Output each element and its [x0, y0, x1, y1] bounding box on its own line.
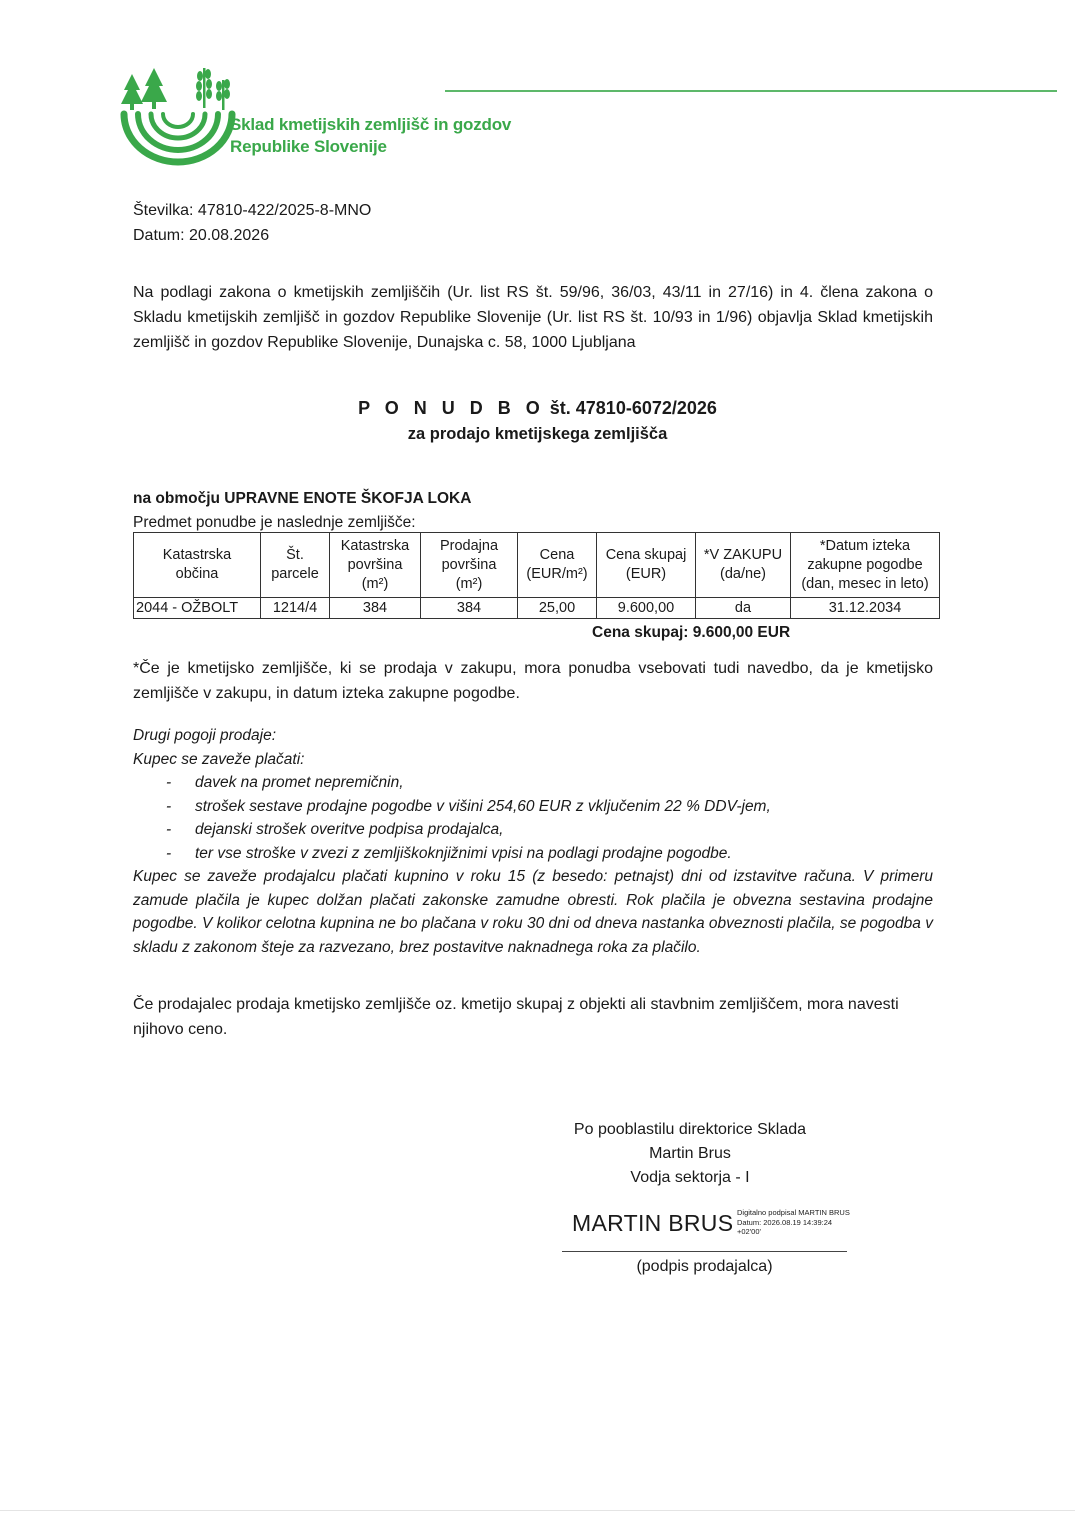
header-line: Katastrska [162, 547, 232, 563]
seller-note: Če prodajalec prodaja kmetijsko zemljišče oz. kmetijo skupaj z objekti ali stavbnim zemljiščem, mora navesti njihovo ceno. [133, 996, 899, 1038]
cell-parcel-number: 1214/4 [261, 598, 330, 619]
header-line: Št. [286, 547, 304, 563]
header-line: površina [347, 556, 403, 573]
cell-cadastral-municipality: 2044 - OŽBOLT [134, 598, 261, 619]
offer-subtitle: za prodajo kmetijskega zemljišča [407, 425, 668, 443]
conditions-intro: Kupec se zaveže plačati: [133, 750, 305, 768]
header-cadastral-area [330, 533, 421, 598]
header-line: (EUR/m²) [526, 566, 588, 582]
organization-name-line1: Sklad kmetijskih zemljišč in gozdov [230, 115, 512, 134]
payment-terms: Kupec se zaveže prodajalcu plačati kupnino v roku 15 (z besedo: petnajst) dni od izstavitve računa. V primeru zamude plačila je kupec dolžan plačati zakonske zamudne obresti. Rok plačila je obvezna sestavina prodajne pogodbe. V kolikor celotna kupnina ne bo plačana v roku 30 dni od dneva nastanka obveznosti plačila, se pogodba v skladu z zakonom šteje za razvezano, brez postavitve naknadnega roka za plačilo. [133, 868, 933, 956]
header-line: (da/ne) [720, 566, 766, 582]
digital-signature-name: MARTIN BRUS [572, 1210, 734, 1236]
header-line: *Datum izteka [819, 537, 911, 554]
header-lease-expiry [791, 533, 940, 598]
header-line: Prodajna [439, 537, 499, 554]
list-item: - ter vse stroške v zvezi z zemljiškoknjižnimi vpisi na podlagi prodajne pogodbe. [166, 844, 732, 862]
header-cadastral-municipality [134, 533, 261, 598]
header-line: (m²) [455, 575, 483, 592]
list-item-text: davek na promet nepremičnin, [195, 774, 404, 791]
document-date: Datum: 20.08.2026 [133, 227, 270, 244]
list-item: - davek na promet nepremičnin, [166, 774, 404, 791]
header-line: Cena skupaj [605, 547, 687, 563]
list-item: - strošek sestave prodajne pogodbe v višini 254,60 EUR z vključenim 22 % DDV-jem, [166, 797, 771, 815]
header-line: *V ZAKUPU [703, 547, 783, 563]
cell-unit-price: 25,00 [518, 598, 597, 619]
header-line: parcele [271, 566, 319, 582]
list-item-text: strošek sestave prodajne pogodbe v višini 254,60 EUR z vključenim 22 % DDV-jem, [195, 797, 771, 815]
header-line: (dan, mesec in leto) [801, 575, 929, 592]
document-meta [133, 198, 371, 248]
header-line: Katastrska [340, 537, 410, 554]
parcel-table [133, 532, 940, 619]
digital-signature-details [737, 1208, 850, 1237]
header-total-price [597, 533, 696, 598]
offer-subject: Predmet ponudbe je naslednje zemljišče: [133, 514, 416, 531]
list-item-text: dejanski strošek overitve podpisa prodajalca, [195, 821, 504, 838]
table-header-row [134, 533, 940, 598]
header-leased [696, 533, 791, 598]
signature-line [562, 1251, 847, 1252]
cell-cadastral-area: 384 [330, 598, 421, 619]
organization-name-line2: Republike Slovenije [230, 137, 387, 156]
header-sale-area [421, 533, 518, 598]
sale-conditions [133, 724, 933, 959]
digital-signature-signer: Digitalno podpisal MARTIN BRUS [737, 1208, 850, 1217]
header-line: površina [441, 556, 497, 573]
conditions-heading: Drugi pogoji prodaje: [133, 727, 277, 744]
administrative-area: na območju UPRAVNE ENOTE ŠKOFJA LOKA [133, 490, 472, 507]
cell-lease-expiry: 31.12.2034 [791, 598, 940, 619]
signature-caption: (podpis prodajalca) [636, 1258, 773, 1275]
signatory-authority: Po pooblastilu direktorice Sklada [573, 1121, 807, 1138]
signatory-title: Vodja sektorja - I [630, 1169, 750, 1186]
offer-title-spaced: P O N U D B O [358, 398, 545, 418]
list-item-text: ter vse stroške v zvezi z zemljiškoknjižnimi vpisi na podlagi prodajne pogodbe. [195, 844, 732, 862]
cell-leased: da [696, 598, 791, 619]
header-line: (EUR) [625, 566, 667, 582]
header-line: Cena [539, 547, 575, 563]
header-line: zakupne pogodbe [807, 556, 923, 573]
signatory-block [560, 1118, 820, 1190]
cell-sale-area: 384 [421, 598, 518, 619]
header-parcel-number [261, 533, 330, 598]
digital-signature-offset: +02'00' [737, 1227, 761, 1236]
offer-title [0, 398, 1075, 419]
signatory-name: Martin Brus [649, 1145, 731, 1162]
header-unit-price [518, 533, 597, 598]
document-number: Številka: 47810-422/2025-8-MNO [133, 202, 372, 219]
cell-total-price: 9.600,00 [597, 598, 696, 619]
page-bottom-edge [0, 1510, 1075, 1511]
organization-logo [118, 62, 238, 172]
header-divider [445, 90, 1057, 92]
total-price: Cena skupaj: 9.600,00 EUR [592, 624, 791, 641]
offer-title-number: št. 47810-6072/2026 [549, 398, 717, 418]
header-line: občina [175, 566, 219, 582]
table-row [134, 598, 940, 619]
intro-paragraph: Na podlagi zakona o kmetijskih zemljiščih (Ur. list RS št. 59/96, 36/03, 43/11 in 27/16) in 4. člena zakona o Skladu kmetijskih zemljišč in gozdov Republike Slovenije (Ur. list RS št. 10/93 in 1/96) objavlja Sklad kmetijskih zemljišč in gozdov Republike Slovenije, Dunajska c. 58, 1000 Ljubljana [133, 284, 933, 351]
header-line: (m²) [361, 575, 389, 592]
conditions-list [133, 771, 933, 865]
digital-signature-date: Datum: 2026.08.19 14:39:24 [737, 1217, 833, 1227]
organization-name [230, 114, 511, 158]
list-item: - dejanski strošek overitve podpisa prodajalca, [166, 821, 504, 838]
lease-note: *Če je kmetijsko zemljišče, ki se prodaja v zakupu, mora ponudba vsebovati tudi navedbo, da je kmetijsko zemljišče v zakupu, in datum izteka zakupne pogodbe. [133, 660, 933, 702]
